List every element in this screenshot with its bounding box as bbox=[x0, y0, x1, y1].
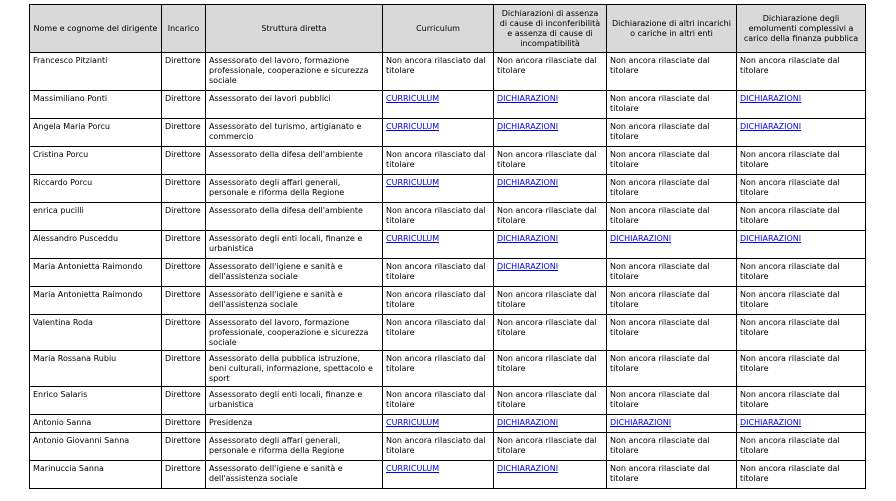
cell-incarico: Direttore bbox=[162, 53, 206, 91]
dichiarazioni-link[interactable]: DICHIARAZIONI bbox=[497, 178, 559, 187]
cell-curriculum: Non ancora rilasciato dal titolare bbox=[383, 433, 494, 461]
cell-emolumenti: Non ancora rilasciate dal titolare bbox=[737, 53, 866, 91]
dichiarazioni-link[interactable]: DICHIARAZIONI bbox=[740, 418, 802, 427]
cell-nome: Maria Rossana Rubiu bbox=[30, 351, 162, 387]
cell-nome: enrica pucilli bbox=[30, 203, 162, 231]
col-header-emolumenti: Dichiarazione degli emolumenti complessivi a carico della finanza pubblica bbox=[737, 5, 866, 53]
cell-incarico: Direttore bbox=[162, 387, 206, 415]
cell-emolumenti: Non ancora rilasciate dal titolare bbox=[737, 461, 866, 489]
table-row bbox=[30, 119, 866, 147]
col-header-nome: Nome e cognome del dirigente bbox=[30, 5, 162, 53]
cell-incarico: Direttore bbox=[162, 203, 206, 231]
cell-curriculum: Non ancora rilasciato dal titolare bbox=[383, 259, 494, 287]
dichiarazioni-link[interactable]: DICHIARAZIONI bbox=[497, 262, 559, 271]
curriculum-link[interactable]: CURRICULUM bbox=[386, 418, 440, 427]
dichiarazioni-link[interactable]: DICHIARAZIONI bbox=[497, 418, 559, 427]
cell-emolumenti: Non ancora rilasciate dal titolare bbox=[737, 147, 866, 175]
cell-nome: Riccardo Porcu bbox=[30, 175, 162, 203]
cell-emolumenti: Non ancora rilasciate dal titolare bbox=[737, 351, 866, 387]
cell-curriculum bbox=[383, 119, 494, 147]
cell-struttura: Assessorato dell'igiene e sanità e dell'assistenza sociale bbox=[206, 287, 383, 315]
dichiarazioni-link[interactable]: DICHIARAZIONI bbox=[497, 464, 559, 473]
cell-nome: Valentina Roda bbox=[30, 315, 162, 351]
cell-emolumenti: Non ancora rilasciate dal titolare bbox=[737, 287, 866, 315]
cell-incarico: Direttore bbox=[162, 147, 206, 175]
cell-altri-incarichi: Non ancora rilasciate dal titolare bbox=[607, 119, 737, 147]
cell-incarico: Direttore bbox=[162, 287, 206, 315]
cell-struttura: Assessorato del lavoro, formazione professionale, cooperazione e sicurezza sociale bbox=[206, 315, 383, 351]
cell-altri-incarichi: Non ancora rilasciate dal titolare bbox=[607, 147, 737, 175]
cell-struttura: Assessorato della difesa dell'ambiente bbox=[206, 203, 383, 231]
cell-struttura: Assessorato del turismo, artigianato e commercio bbox=[206, 119, 383, 147]
table-row bbox=[30, 91, 866, 119]
dichiarazioni-link[interactable]: DICHIARAZIONI bbox=[497, 234, 559, 243]
cell-inconferibilita bbox=[494, 175, 607, 203]
table-body bbox=[30, 53, 866, 489]
cell-altri-incarichi: Non ancora rilasciate dal titolare bbox=[607, 53, 737, 91]
cell-inconferibilita: Non ancora rilasciate dal titolare bbox=[494, 315, 607, 351]
table-row bbox=[30, 415, 866, 433]
cell-altri-incarichi: Non ancora rilasciate dal titolare bbox=[607, 433, 737, 461]
dichiarazioni-link[interactable]: DICHIARAZIONI bbox=[497, 122, 559, 131]
cell-curriculum: Non ancora rilasciato dal titolare bbox=[383, 387, 494, 415]
cell-curriculum bbox=[383, 91, 494, 119]
cell-altri-incarichi: Non ancora rilasciate dal titolare bbox=[607, 91, 737, 119]
cell-altri-incarichi bbox=[607, 231, 737, 259]
table-row bbox=[30, 351, 866, 387]
table-row bbox=[30, 387, 866, 415]
cell-struttura: Assessorato dell'igiene e sanità e dell'assistenza sociale bbox=[206, 259, 383, 287]
curriculum-link[interactable]: CURRICULUM bbox=[386, 464, 440, 473]
cell-inconferibilita: Non ancora rilasciate dal titolare bbox=[494, 387, 607, 415]
cell-inconferibilita: Non ancora rilasciate dal titolare bbox=[494, 203, 607, 231]
cell-curriculum bbox=[383, 415, 494, 433]
cell-emolumenti bbox=[737, 119, 866, 147]
table-header-row bbox=[30, 5, 866, 53]
dirigenti-table bbox=[29, 4, 866, 489]
cell-inconferibilita bbox=[494, 461, 607, 489]
table-row bbox=[30, 461, 866, 489]
cell-nome: Angela Maria Porcu bbox=[30, 119, 162, 147]
cell-nome: Maria Antonietta Raimondo bbox=[30, 259, 162, 287]
cell-struttura: Assessorato dell'igiene e sanità e dell'assistenza sociale bbox=[206, 461, 383, 489]
dichiarazioni-link[interactable]: DICHIARAZIONI bbox=[610, 234, 672, 243]
cell-curriculum bbox=[383, 175, 494, 203]
cell-curriculum: Non ancora rilasciato dal titolare bbox=[383, 315, 494, 351]
table-row bbox=[30, 147, 866, 175]
dichiarazioni-link[interactable]: DICHIARAZIONI bbox=[740, 234, 802, 243]
cell-struttura: Assessorato della difesa dell'ambiente bbox=[206, 147, 383, 175]
cell-emolumenti: Non ancora rilasciate dal titolare bbox=[737, 175, 866, 203]
cell-incarico: Direttore bbox=[162, 415, 206, 433]
cell-inconferibilita bbox=[494, 119, 607, 147]
cell-struttura: Assessorato dei lavori pubblici bbox=[206, 91, 383, 119]
cell-struttura: Assessorato degli enti locali, finanze e urbanistica bbox=[206, 387, 383, 415]
cell-altri-incarichi: Non ancora rilasciate dal titolare bbox=[607, 175, 737, 203]
cell-nome: Antonio Sanna bbox=[30, 415, 162, 433]
cell-incarico: Direttore bbox=[162, 461, 206, 489]
curriculum-link[interactable]: CURRICULUM bbox=[386, 234, 440, 243]
table-row bbox=[30, 315, 866, 351]
cell-incarico: Direttore bbox=[162, 259, 206, 287]
cell-struttura: Presidenza bbox=[206, 415, 383, 433]
cell-altri-incarichi: Non ancora rilasciate dal titolare bbox=[607, 203, 737, 231]
cell-incarico: Direttore bbox=[162, 175, 206, 203]
cell-inconferibilita: Non ancora rilasciate dal titolare bbox=[494, 287, 607, 315]
dichiarazioni-link[interactable]: DICHIARAZIONI bbox=[740, 122, 802, 131]
col-header-struttura: Struttura diretta bbox=[206, 5, 383, 53]
col-header-inconferibilita: Dichiarazioni di assenza di cause di inconferibilità e assenza di cause di incompatibilità bbox=[494, 5, 607, 53]
cell-struttura: Assessorato degli affari generali, personale e riforma della Regione bbox=[206, 175, 383, 203]
curriculum-link[interactable]: CURRICULUM bbox=[386, 122, 440, 131]
cell-emolumenti: Non ancora rilasciate dal titolare bbox=[737, 259, 866, 287]
table-row bbox=[30, 231, 866, 259]
col-header-curriculum: Curriculum bbox=[383, 5, 494, 53]
cell-nome: Alessandro Pusceddu bbox=[30, 231, 162, 259]
cell-inconferibilita: Non ancora rilasciate dal titolare bbox=[494, 433, 607, 461]
table-row bbox=[30, 433, 866, 461]
cell-inconferibilita: Non ancora rilasciate dal titolare bbox=[494, 53, 607, 91]
cell-struttura: Assessorato del lavoro, formazione professionale, cooperazione e sicurezza sociale bbox=[206, 53, 383, 91]
cell-curriculum: Non ancora rilasciato dal titolare bbox=[383, 287, 494, 315]
cell-curriculum bbox=[383, 231, 494, 259]
cell-altri-incarichi bbox=[607, 415, 737, 433]
cell-nome: Marinuccia Sanna bbox=[30, 461, 162, 489]
table-row bbox=[30, 203, 866, 231]
col-header-incarico: Incarico bbox=[162, 5, 206, 53]
cell-emolumenti: Non ancora rilasciate dal titolare bbox=[737, 203, 866, 231]
cell-nome: Cristina Porcu bbox=[30, 147, 162, 175]
curriculum-link[interactable]: CURRICULUM bbox=[386, 178, 440, 187]
cell-altri-incarichi: Non ancora rilasciate dal titolare bbox=[607, 387, 737, 415]
cell-curriculum: Non ancora rilasciato dal titolare bbox=[383, 351, 494, 387]
cell-inconferibilita bbox=[494, 91, 607, 119]
cell-struttura: Assessorato degli enti locali, finanze e urbanistica bbox=[206, 231, 383, 259]
cell-emolumenti bbox=[737, 231, 866, 259]
cell-altri-incarichi: Non ancora rilasciate dal titolare bbox=[607, 287, 737, 315]
cell-altri-incarichi: Non ancora rilasciate dal titolare bbox=[607, 351, 737, 387]
col-header-altri-incarichi: Dichiarazione di altri incarichi o cariche in altri enti bbox=[607, 5, 737, 53]
cell-inconferibilita bbox=[494, 231, 607, 259]
cell-emolumenti: Non ancora rilasciate dal titolare bbox=[737, 433, 866, 461]
dichiarazioni-link[interactable]: DICHIARAZIONI bbox=[497, 94, 559, 103]
cell-altri-incarichi: Non ancora rilasciate dal titolare bbox=[607, 259, 737, 287]
cell-emolumenti: Non ancora rilasciate dal titolare bbox=[737, 387, 866, 415]
cell-nome: Maria Antonietta Raimondo bbox=[30, 287, 162, 315]
cell-curriculum: Non ancora rilasciato dal titolare bbox=[383, 147, 494, 175]
cell-emolumenti: Non ancora rilasciate dal titolare bbox=[737, 315, 866, 351]
cell-incarico: Direttore bbox=[162, 433, 206, 461]
cell-nome: Massimiliano Ponti bbox=[30, 91, 162, 119]
cell-emolumenti bbox=[737, 91, 866, 119]
cell-incarico: Direttore bbox=[162, 315, 206, 351]
cell-curriculum: Non ancora rilasciato dal titolare bbox=[383, 53, 494, 91]
cell-struttura: Assessorato della pubblica istruzione, beni culturali, informazione, spettacolo e sport bbox=[206, 351, 383, 387]
cell-altri-incarichi: Non ancora rilasciate dal titolare bbox=[607, 461, 737, 489]
cell-nome: Enrico Salaris bbox=[30, 387, 162, 415]
cell-curriculum: Non ancora rilasciato dal titolare bbox=[383, 203, 494, 231]
curriculum-link[interactable]: CURRICULUM bbox=[386, 94, 440, 103]
cell-inconferibilita: Non ancora rilasciate dal titolare bbox=[494, 147, 607, 175]
cell-nome: Francesco Pitzianti bbox=[30, 53, 162, 91]
dichiarazioni-link[interactable]: DICHIARAZIONI bbox=[610, 418, 672, 427]
table-row bbox=[30, 259, 866, 287]
cell-incarico: Direttore bbox=[162, 119, 206, 147]
cell-inconferibilita bbox=[494, 259, 607, 287]
table-row bbox=[30, 53, 866, 91]
cell-struttura: Assessorato degli affari generali, personale e riforma della Regione bbox=[206, 433, 383, 461]
dichiarazioni-link[interactable]: DICHIARAZIONI bbox=[740, 94, 802, 103]
cell-emolumenti bbox=[737, 415, 866, 433]
cell-inconferibilita: Non ancora rilasciate dal titolare bbox=[494, 351, 607, 387]
cell-incarico: Direttore bbox=[162, 91, 206, 119]
cell-incarico: Direttore bbox=[162, 231, 206, 259]
cell-altri-incarichi: Non ancora rilasciate dal titolare bbox=[607, 315, 737, 351]
cell-inconferibilita bbox=[494, 415, 607, 433]
cell-incarico: Direttore bbox=[162, 351, 206, 387]
cell-curriculum bbox=[383, 461, 494, 489]
table-row bbox=[30, 175, 866, 203]
cell-nome: Antonio Giovanni Sanna bbox=[30, 433, 162, 461]
table-row bbox=[30, 287, 866, 315]
